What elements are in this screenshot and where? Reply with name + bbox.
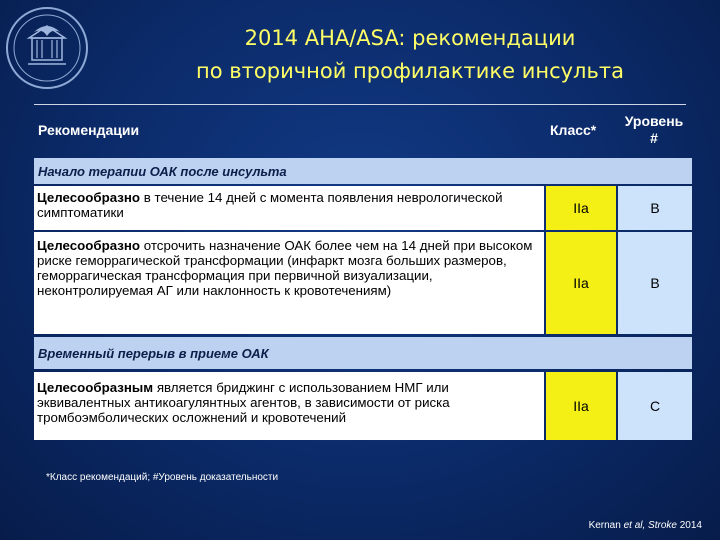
- institution-logo: [4, 2, 90, 94]
- level-cell: C: [618, 372, 692, 440]
- section-header: Начало терапии ОАК после инсульта: [34, 158, 692, 184]
- slide-title: [120, 22, 700, 88]
- citation-etal: et al: [623, 520, 643, 531]
- section-header: Временный перерыв в приеме ОАК: [34, 337, 692, 369]
- class-cell: IIa: [546, 186, 616, 230]
- table-row-recommendation: [34, 372, 544, 440]
- level-cell: B: [618, 186, 692, 230]
- table-row-recommendation: [34, 232, 544, 334]
- table-row-recommendation: [34, 186, 544, 230]
- column-header-recommendations: Рекомендации: [38, 122, 140, 138]
- recommendation-strength: Целесообразным: [37, 380, 154, 395]
- citation: [589, 520, 702, 531]
- citation-journal: , Stroke: [642, 520, 677, 531]
- header-divider: [34, 104, 686, 105]
- title-line-2: по вторичной профилактике инсульта: [196, 59, 624, 83]
- citation-author: Kernan: [588, 520, 621, 531]
- recommendation-text: является бриджинг с использованием НМГ или эквивалентных антикоагулянтных агентов, в зависимости от риска тромбоэмболических осложнений и кровотечений: [37, 380, 450, 425]
- class-cell: IIa: [546, 232, 616, 334]
- column-header-level: [612, 113, 696, 147]
- column-header-level-line-1: Уровень: [624, 113, 684, 129]
- class-cell: IIa: [546, 372, 616, 440]
- recommendation-text: отсрочить назначение ОАК более чем на 14 дней при высоком риске геморрагической трансформации (инфаркт мозга больших размеров, геморрагическая трансформация при первичной визуализации, неконтролируемая АГ или наклонность к кровотечениям): [37, 238, 533, 298]
- recommendation-strength: Целесообразно: [37, 190, 141, 205]
- recommendation-strength: Целесообразно: [37, 238, 141, 253]
- column-header-level-line-2: #: [650, 130, 658, 146]
- citation-year: 2014: [676, 520, 702, 531]
- level-cell: B: [618, 232, 692, 334]
- recommendation-text: в течение 14 дней с момента появления неврологической симптоматики: [37, 190, 503, 220]
- column-header-class: Класс*: [550, 122, 597, 138]
- footnote: *Класс рекомендаций; #Уровень доказательности: [46, 472, 279, 483]
- title-line-1: 2014 AHA/ASA: рекомендации: [244, 26, 576, 50]
